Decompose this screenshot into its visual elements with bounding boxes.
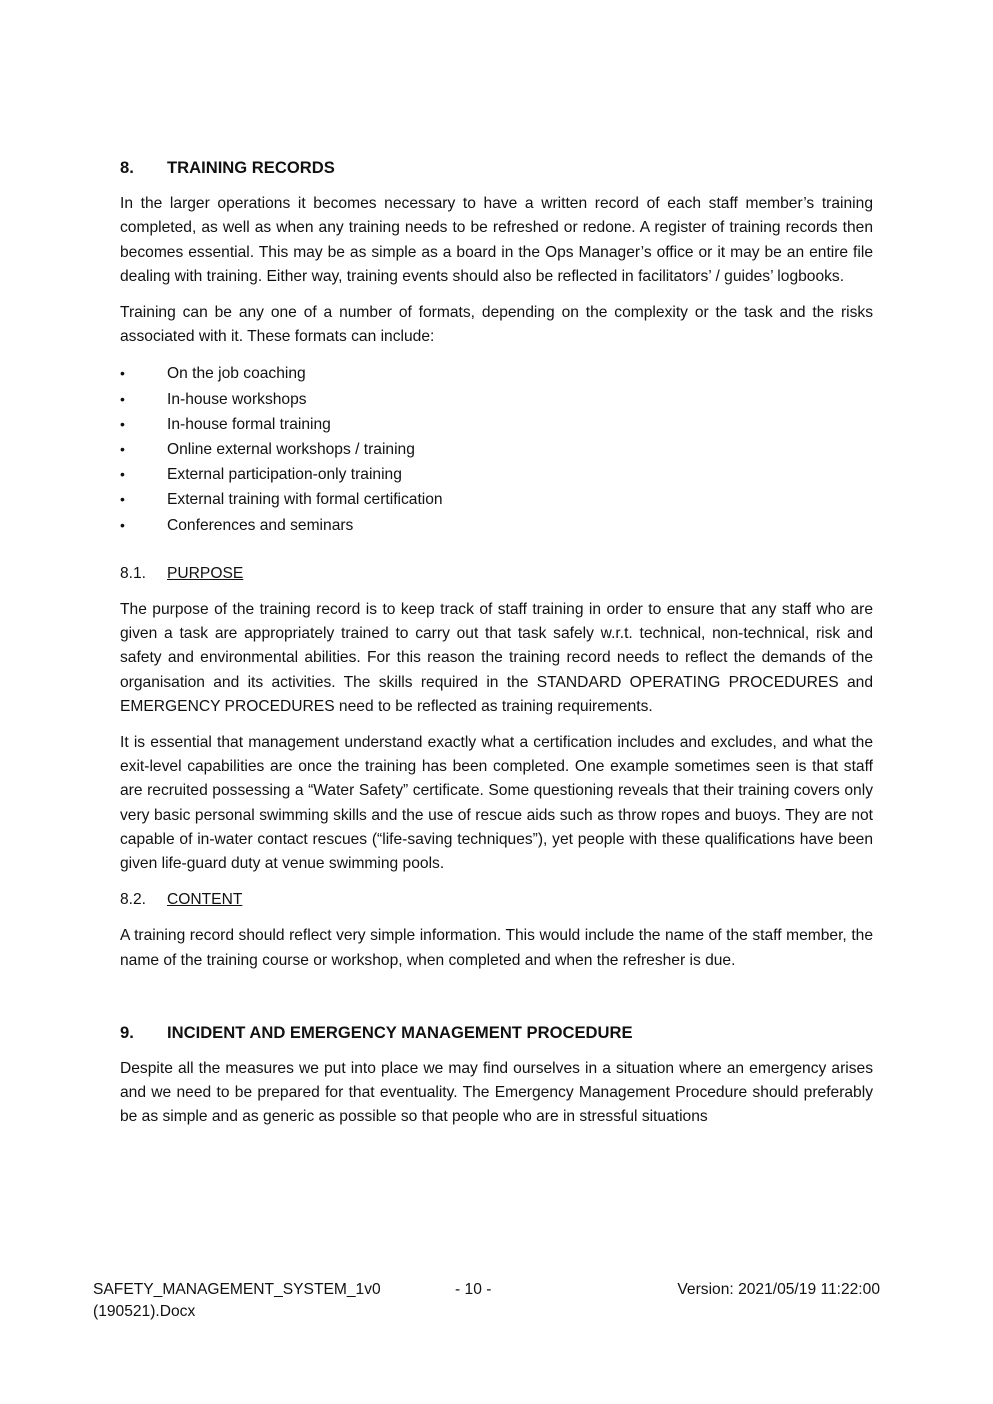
bullet-icon: • <box>120 390 125 407</box>
section-9-heading <box>120 1021 873 1045</box>
section-8-heading <box>120 156 873 180</box>
section-number: 8. <box>120 158 134 177</box>
section-title: CONTENT <box>167 891 243 909</box>
list-item <box>120 513 873 538</box>
section-8-2-heading <box>120 888 873 912</box>
bullet-icon: • <box>120 491 125 508</box>
list-item-text: Conferences and seminars <box>167 516 354 534</box>
paragraph: In the larger operations it becomes necessary to have a written record of each staff member’s training completed, as well as when any training needs to be refreshed or redone. A register of training records then becomes essential. This may be as simple as a board in the Ops Manager’s office or it may be an entire file dealing with training. Either way, training events should also be reflected in facilitators’ / guides’ logbooks. <box>120 195 873 285</box>
list-item-text: In-house formal training <box>167 415 331 433</box>
list-item-text: External training with formal certification <box>167 491 443 509</box>
bullet-icon: • <box>120 516 125 533</box>
list-item-text: Online external workshops / training <box>167 440 415 458</box>
section-title: INCIDENT AND EMERGENCY MANAGEMENT PROCEDURE <box>167 1022 633 1042</box>
footer-version: Version: 2021/05/19 11:22:00 <box>677 1281 880 1298</box>
list-item <box>120 487 873 512</box>
list-item-text: On the job coaching <box>167 365 306 383</box>
section-title: PURPOSE <box>167 564 244 582</box>
paragraph: It is essential that management understand exactly what a certification includes and excludes, and what the exit-level capabilities are once the training has been completed. One example sometimes seen is that staff are recruited possessing a “Water Safety” certificate. Some questioning reveals that their training covers only very basic personal swimming skills and the use of rescue aids such as throw ropes and buoys. They are not capable of in-water contact rescues (“life-saving techniques”), yet people with these qualifications have been given life-guard duty at venue swimming pools. <box>120 733 873 872</box>
section-number: 8.1. <box>120 564 147 582</box>
page-body <box>120 156 873 1142</box>
training-formats-list <box>120 361 873 537</box>
footer-filename-line: (190521).Docx <box>93 1303 196 1320</box>
section-8-1-heading <box>120 562 873 586</box>
section-number: 9. <box>120 1022 134 1042</box>
list-item <box>120 361 873 386</box>
list-item <box>120 437 873 462</box>
footer-filename <box>93 1279 403 1323</box>
bullet-icon: • <box>120 365 125 382</box>
paragraph: Training can be any one of a number of formats, depending on the complexity or the task and the risks associated with it. These formats can include: <box>120 304 873 346</box>
list-item <box>120 387 873 412</box>
list-item-text: External participation-only training <box>167 466 402 484</box>
footer-filename-line: SAFETY_MANAGEMENT_SYSTEM_1v0 <box>93 1281 381 1298</box>
paragraph: Despite all the measures we put into place we may find ourselves in a situation where an emergency arises and we need to be prepared for that eventuality. The Emergency Management Procedure should preferably be as simple and as generic as possible so that people who are in stressful situations <box>120 1059 873 1126</box>
list-item-text: In-house workshops <box>167 390 307 408</box>
bullet-icon: • <box>120 415 125 432</box>
footer-page-number: - 10 - <box>455 1281 492 1298</box>
paragraph: A training record should reflect very simple information. This would include the name of the staff member, the name of the training course or workshop, when completed and when the refresher is due. <box>120 927 873 969</box>
section-number: 8.2. <box>120 891 147 909</box>
list-item <box>120 462 873 487</box>
section-title: TRAINING RECORDS <box>167 158 335 177</box>
list-item <box>120 412 873 437</box>
bullet-icon: • <box>120 440 125 457</box>
bullet-icon: • <box>120 466 125 483</box>
paragraph: The purpose of the training record is to keep track of staff training in order to ensure that any staff who are given a task are appropriately trained to carry out that task safely w.r.t. technical, non-technical, risk and safety and environmental abilities. For this reason the training record needs to reflect the demands of the organisation and its activities. The skills required in the STANDARD OPERATING PROCEDURES and EMERGENCY PROCEDURES need to be reflected as training requirements. <box>120 600 873 715</box>
